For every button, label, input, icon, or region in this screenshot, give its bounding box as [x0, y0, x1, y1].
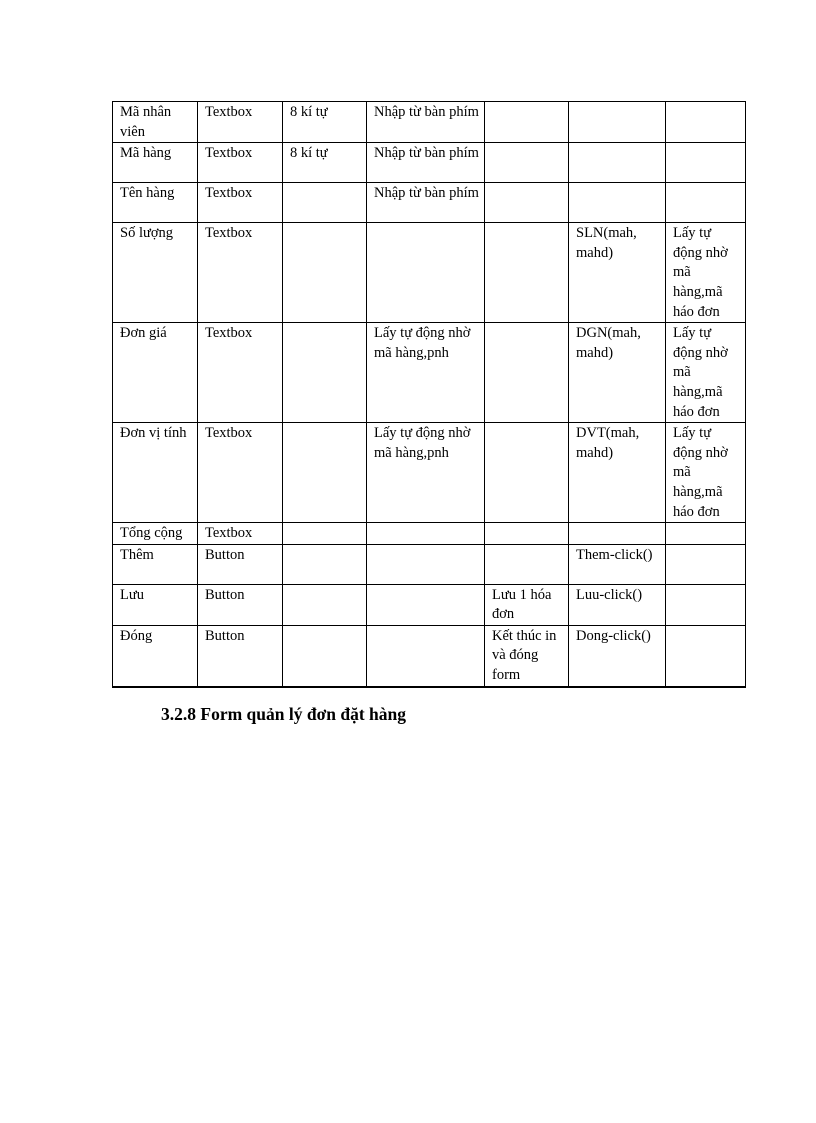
table-cell: Dong-click() [569, 625, 666, 686]
table-cell [485, 143, 569, 183]
table-cell: Nhập từ bàn phím [367, 183, 485, 223]
table-cell: Luu-click() [569, 584, 666, 625]
table-cell [485, 183, 569, 223]
table-cell: Button [198, 544, 283, 584]
control-spec-table [112, 101, 746, 688]
table-cell: Tên hàng [113, 183, 198, 223]
table-cell: Lưu [113, 584, 198, 625]
table-cell [367, 625, 485, 686]
table-cell [569, 143, 666, 183]
table-cell [367, 523, 485, 545]
table-cell [569, 102, 666, 143]
table-cell: Thêm [113, 544, 198, 584]
table-cell: Textbox [198, 323, 283, 423]
table-cell: Textbox [198, 183, 283, 223]
table-cell: Lấy tự động nhờ mã hàng,pnh [367, 423, 485, 523]
table-cell: 8 kí tự [283, 143, 367, 183]
table-cell: Nhập từ bàn phím [367, 143, 485, 183]
table-cell: Đóng [113, 625, 198, 686]
table-cell [485, 544, 569, 584]
table-row [113, 143, 746, 183]
table-cell [666, 625, 746, 686]
table-row [113, 625, 746, 686]
table-row [113, 523, 746, 545]
table-cell [485, 523, 569, 545]
table-cell: 8 kí tự [283, 102, 367, 143]
table-cell [283, 223, 367, 323]
table-row [113, 102, 746, 143]
table-cell [283, 523, 367, 545]
table-cell: SLN(mah, mahd) [569, 223, 666, 323]
table-cell: Textbox [198, 143, 283, 183]
table-cell [485, 102, 569, 143]
table-row [113, 323, 746, 423]
table-cell [485, 423, 569, 523]
table-cell: DGN(mah, mahd) [569, 323, 666, 423]
table-cell: Số lượng [113, 223, 198, 323]
table-cell: Lấy tự động nhờ mã hàng,mã háo đơn [666, 423, 746, 523]
table-cell: Mã nhân viên [113, 102, 198, 143]
table-cell [283, 323, 367, 423]
table-cell [569, 523, 666, 545]
table-cell: Lấy tự động nhờ mã hàng,mã háo đơn [666, 223, 746, 323]
table-cell [666, 183, 746, 223]
table-row [113, 183, 746, 223]
section-heading: 3.2.8 Form quản lý đơn đặt hàng [161, 704, 407, 724]
table-cell: Đơn vị tính [113, 423, 198, 523]
table-cell [367, 584, 485, 625]
table-cell: Đơn giá [113, 323, 198, 423]
table-cell [283, 544, 367, 584]
table-cell: Kết thúc in và đóng form [485, 625, 569, 686]
table-cell: DVT(mah, mahd) [569, 423, 666, 523]
table-cell [367, 544, 485, 584]
table-cell: Lấy tự động nhờ mã hàng,pnh [367, 323, 485, 423]
table-cell: Textbox [198, 223, 283, 323]
table-cell [666, 102, 746, 143]
table-cell [283, 183, 367, 223]
table-cell: Lấy tự động nhờ mã hàng,mã háo đơn [666, 323, 746, 423]
table-cell [283, 584, 367, 625]
table-cell [367, 223, 485, 323]
table-cell [666, 143, 746, 183]
table-cell: Them-click() [569, 544, 666, 584]
table-row [113, 584, 746, 625]
table-cell [485, 323, 569, 423]
table-cell [666, 523, 746, 545]
table-cell [666, 584, 746, 625]
table-cell [283, 625, 367, 686]
table-cell: Nhập từ bàn phím [367, 102, 485, 143]
table-cell [666, 544, 746, 584]
table-cell: Mã hàng [113, 143, 198, 183]
table-row [113, 423, 746, 523]
table-row [113, 544, 746, 584]
table-cell [569, 183, 666, 223]
table-cell: Textbox [198, 423, 283, 523]
table-cell: Button [198, 584, 283, 625]
table-cell: Textbox [198, 102, 283, 143]
table-row [113, 223, 746, 323]
table-cell: Textbox [198, 523, 283, 545]
table-cell: Lưu 1 hóa đơn [485, 584, 569, 625]
table-cell [283, 423, 367, 523]
table-cell [485, 223, 569, 323]
table-cell: Tổng cộng [113, 523, 198, 545]
table-cell: Button [198, 625, 283, 686]
